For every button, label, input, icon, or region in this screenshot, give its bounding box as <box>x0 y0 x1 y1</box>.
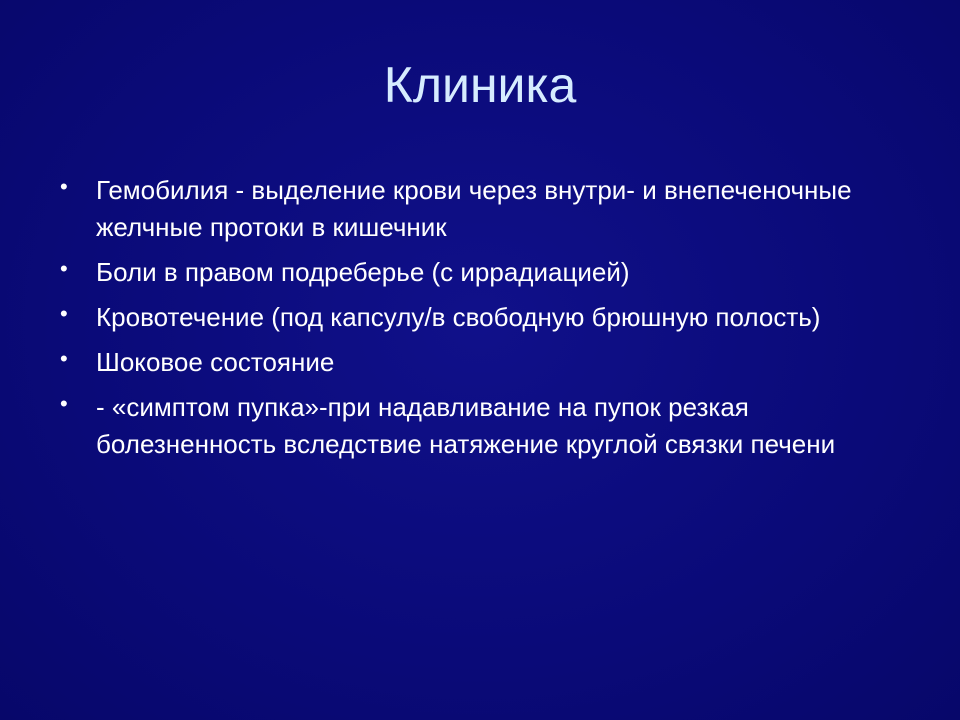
bullet-icon: • <box>60 391 68 416</box>
bullet-icon: • <box>60 256 68 281</box>
bullet-icon: • <box>60 174 68 199</box>
list-item <box>60 389 920 463</box>
bullet-text: Кровотечение (под капсулу/в свободную брюшную полость) <box>96 302 821 332</box>
list-item <box>60 172 920 246</box>
bullet-list <box>60 172 920 471</box>
bullet-text: Гемобилия - выделение крови через внутри- и внепеченочные желчные протоки в кишечник <box>96 175 852 242</box>
bullet-icon: • <box>60 301 68 326</box>
bullet-icon: • <box>60 346 68 371</box>
bullet-text: Шоковое состояние <box>96 347 335 377</box>
slide-title: Клиника <box>383 57 577 113</box>
list-item <box>60 299 920 336</box>
bullet-text: Боли в правом подреберье (с иррадиацией) <box>96 257 630 287</box>
bullet-text: - «симптом пупка»-при надавливание на пупок резкая болезненность вследствие натяжение круглой связки печени <box>96 392 836 459</box>
list-item <box>60 344 920 381</box>
list-item <box>60 254 920 291</box>
